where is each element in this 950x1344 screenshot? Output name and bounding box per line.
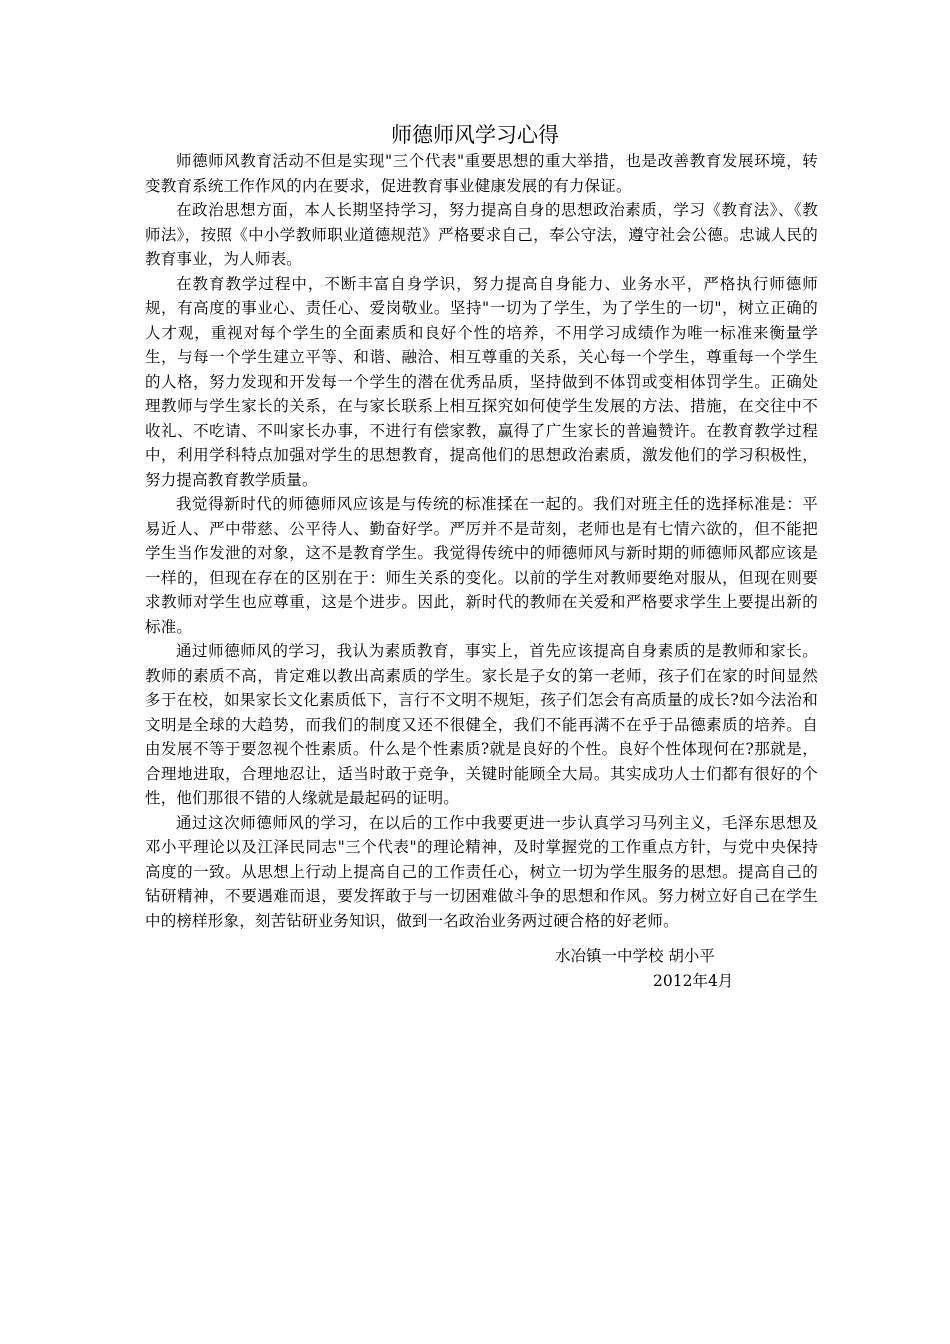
paragraph: 师德师风教育活动不但是实现"三个代表"重要思想的重大举措，也是改善教育发展环境，转变教育系统工作作风的内在要求，促进教育事业健康发展的有力保证。 <box>145 152 818 195</box>
paragraph: 通过师德师风的学习，我认为素质教育，事实上，首先应该提高自身素质的是教师和家长。教师的素质不高，肯定难以教出高素质的学生。家长是子女的第一老师，孩子们在家的时间显然多于在校，如果家长文化素质低下，言行不文明不规矩，孩子们怎会有高质量的成长?如今法治和文明是全球的大趋势，而我们的制度又还不很健全，我们不能再满不在乎于品德素质的培养。自由发展不等于要忽视个性素质。什么是个性素质?就是良好的个性。良好个性体现何在?那就是，合理地进取，合理地忍让，适当时敢于竞争，关键时能顾全大局。其实成功人士们都有很好的个性，他们那很不错的人缘就是最起码的证明。 <box>145 642 818 807</box>
paragraph: 通过这次师德师风的学习，在以后的工作中我要更进一步认真学习马列主义，毛泽东思想及邓小平理论以及江泽民同志"三个代表"的理论精神，及时掌握党的工作重点方针，与党中央保持高度的一致。从思想上行动上提高自己的工作责任心，树立一切为学生服务的思想。提高自己的钻研精神，不要遇难而退，要发挥敢于与一切困难做斗争的思想和作风。努力树立好自己在学生中的榜样形象，刻苦钻研业务知识，做到一名政治业务两过硬合格的好老师。 <box>145 813 818 930</box>
document-date: 2012年4月 <box>653 972 734 990</box>
paragraph: 我觉得新时代的师德师风应该是与传统的标准揉在一起的。我们对班主任的选择标准是：平易近人、严中带慈、公平待人、勤奋好学。严厉并不是苛刻，老师也是有七情六欲的，但不能把学生当作发泄的对象，这不是教育学生。我觉得传统中的师德师风与新时期的师德师风都应该是一样的，但现在存在的区别在于：师生关系的变化。以前的学生对教师要绝对服从，但现在则要求教师对学生也应尊重，这是个进步。因此，新时代的教师在关爱和严格要求学生上要提出新的标准。 <box>145 495 818 636</box>
paragraph: 在教育教学过程中，不断丰富自身学识，努力提高自身能力、业务水平，严格执行师德师规，有高度的事业心、责任心、爱岗敬业。坚持"一切为了学生，为了学生的一切"，树立正确的人才观，重视对每个学生的全面素质和良好个性的培养，不用学习成绩作为唯一标准来衡量学生，与每一个学生建立平等、和谐、融洽、相互尊重的关系，关心每一个学生，尊重每一个学生的人格，努力发现和开发每一个学生的潜在优秀品质，坚持做到不体罚或变相体罚学生。正确处理教师与学生家长的关系，在与家长联系上相互探究如何使学生发展的方法、措施，在交往中不收礼、不吃请、不叫家长办事，不进行有偿家教，赢得了广生家长的普遍赞许。在教育教学过程中，利用学科特点加强对学生的思想教育，提高他们的思想政治素质，激发他们的学习积极性，努力提高教育教学质量。 <box>145 274 818 489</box>
document-body <box>145 149 818 933</box>
signature: 水冶镇一中学校 胡小平 <box>555 947 715 965</box>
document-title: 师德师风学习心得 <box>391 123 559 147</box>
paragraph: 在政治思想方面，本人长期坚持学习，努力提高自身的思想政治素质，学习《教育法》、《教师法》，按照《中小学教师职业道德规范》严格要求自己，奉公守法，遵守社会公德。忠诚人民的教育事业，为人师表。 <box>145 201 818 268</box>
